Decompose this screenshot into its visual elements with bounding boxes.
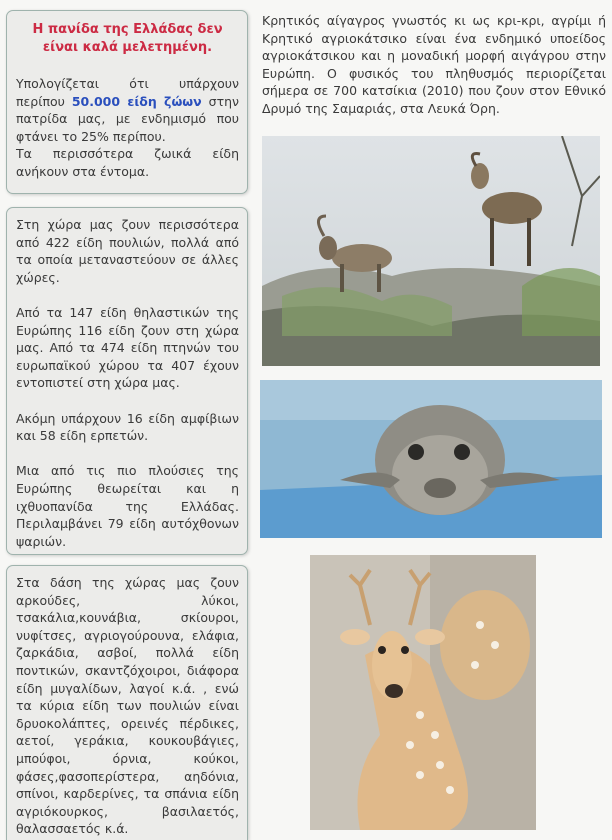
amphibians-paragraph: Ακόμη υπάρχουν 16 είδη αμφίβιων και 58 είδη ερπετών. — [16, 410, 239, 444]
kri-kri-description: Κρητικός αίγαγρος γνωστός κι ως κρι-κρι, αγρίμι ή Κρητικό αγριοκάτσικο είναι ένα ενδημικό υποείδος αγριοκάτσικου και η μοναδική μορφή αιγάγρου στην Ευρώπη. Ο φυσικός του πληθυσμός περιορίζεται σήμερα σε 700 κατσίκια (2010) που ζουν στον Εθνικό Δρυμό της Σαμαριάς, στα Λευκά Όρη. — [262, 13, 606, 116]
monk-seal-photo — [260, 380, 602, 538]
birds-paragraph: Στη χώρα μας ζουν περισσότερα από 422 είδη πουλιών, πολλά από τα οποία μεταναστεύουν σε άλλες χώρες. — [16, 217, 239, 285]
text-segment: στην πατρίδα μας, με ενδημισμό που φτάνει το 25% περίπου. — [16, 93, 240, 144]
species-count-highlight: 50.000 είδη ζώων — [71, 93, 202, 109]
fallow-deer-photo — [310, 555, 536, 830]
species-count-paragraph — [16, 75, 239, 145]
forest-animals-paragraph: Στα δάση της χώρας μας ζουν αρκούδες, λύκοι, τσακάλια,κουνάβια, σκίουροι, νυφίτσες, αγριογούρουνα, ελάφια, ζαρκάδια, ασβοί, πολλά είδη ποντικών, σκαντζόχοιροι, διάφορα είδη μυγαλίδων, λαγοί κ.ά. , ενώ τα κύρια είδη των πουλιών είναι δρυοκολάπτες, ορεινές πέρδικες, αετοί, γεράκια, κουκουβάγιες, μπούφοι, όρνια, κούκοι, φάσες,φασοπερίστερα, αηδόνια, σπίνοι, καρδερίνες, τα σπάνια είδη αγριόκουρκος, βασιλαετός, θαλασσαετός κ.ά. — [16, 575, 239, 837]
info-box-species-stats — [6, 207, 248, 555]
box-title: Η πανίδα της Ελλάδας δεν είναι καλά μελετημένη. — [32, 22, 223, 55]
insects-paragraph: Τα περισσότερα ζωικά είδη ανήκουν στα έντομα. — [16, 146, 239, 179]
info-box-fauna-overview — [6, 10, 248, 194]
kri-kri-goats-photo — [262, 136, 600, 366]
info-box-forest-animals — [6, 565, 248, 840]
text-segment: Υπολογίζεται ότι υπάρχουν περίπου — [16, 76, 239, 109]
fish-paragraph: Μια από τις πιο πλούσιες της Ευρώπης θεωρείται και η ιχθυοπανίδα της Ελλάδας. Περιλαμβάνει 79 είδη αυτόχθονων ψαριών. — [16, 463, 239, 549]
mammals-paragraph: Από τα 147 είδη θηλαστικών της Ευρώπης 116 είδη ζουν στη χώρα μας. Από τα 474 είδη πτηνών του ευρωπαϊκού χώρου τα 407 έχουν εντοπιστεί στη χώρα μας. — [16, 304, 239, 391]
